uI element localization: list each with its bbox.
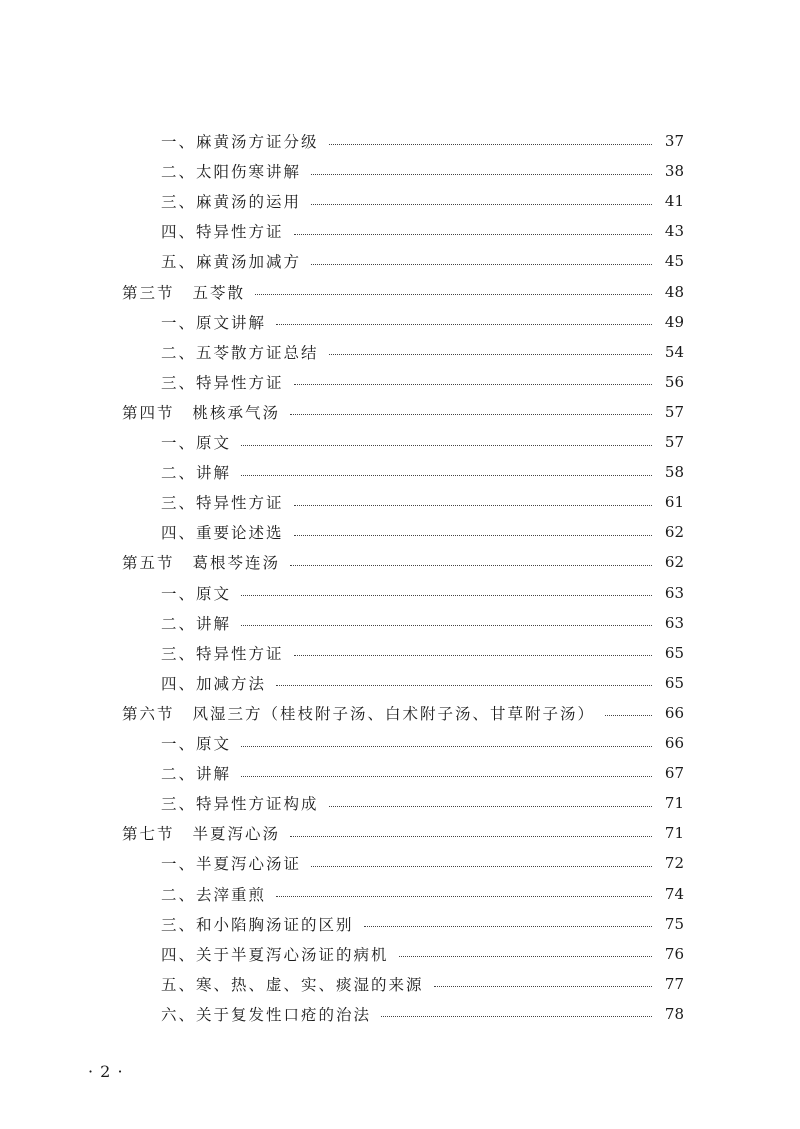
- toc-page-number: 76: [664, 944, 684, 963]
- toc-entry-title: 四、关于半夏泻心汤证的病机: [161, 945, 389, 964]
- dot-leader: [241, 746, 652, 747]
- toc-page-number: 43: [664, 222, 684, 241]
- toc-page-number: 67: [664, 764, 684, 783]
- dot-leader: [290, 414, 652, 415]
- section-title: 桃核承气汤: [192, 403, 281, 422]
- toc-subsection-entry[interactable]: [161, 939, 684, 969]
- section-number: 第四节: [122, 403, 175, 422]
- section-title: 半夏泻心汤: [192, 825, 281, 844]
- toc-page-number: 62: [664, 523, 684, 542]
- toc-page-number: 74: [664, 884, 684, 903]
- toc-page-number: 75: [664, 914, 684, 933]
- section-number: 第七节: [122, 825, 175, 844]
- toc-subsection-entry[interactable]: [161, 246, 684, 276]
- toc-page-number: 38: [664, 162, 684, 181]
- toc-subsection-entry[interactable]: [161, 186, 684, 216]
- toc-entry-title: 二、讲解: [161, 464, 232, 483]
- dot-leader: [311, 204, 652, 205]
- toc-subsection-entry[interactable]: [161, 608, 684, 638]
- toc-subsection-entry[interactable]: [161, 638, 684, 668]
- toc-subsection-entry[interactable]: [161, 216, 684, 246]
- toc-page-number: 71: [664, 794, 684, 813]
- toc-page-number: 57: [664, 402, 684, 421]
- toc-subsection-entry[interactable]: [161, 487, 684, 517]
- toc-entry-title: 一、原文讲解: [161, 313, 267, 332]
- toc-section-entry[interactable]: [122, 698, 684, 728]
- toc-entry-title: 一、麻黄汤方证分级: [161, 133, 319, 151]
- toc-entry-title: 二、太阳伤寒讲解: [161, 163, 302, 182]
- toc-entry-title: [122, 702, 595, 724]
- dot-leader: [381, 1016, 652, 1017]
- toc-subsection-entry[interactable]: [161, 517, 684, 547]
- toc-page-number: 54: [664, 342, 684, 361]
- toc-page-number: 65: [664, 673, 684, 692]
- dot-leader: [294, 655, 652, 656]
- dot-leader: [276, 685, 652, 686]
- dot-leader: [241, 445, 652, 446]
- dot-leader: [311, 866, 652, 867]
- toc-subsection-entry[interactable]: [161, 156, 684, 186]
- dot-leader: [311, 174, 652, 175]
- dot-leader: [255, 294, 652, 295]
- toc-entry-title: 三、特异性方证: [161, 373, 284, 392]
- dot-leader: [241, 475, 652, 476]
- toc-page-number: 41: [664, 192, 684, 211]
- toc-page-number: 66: [664, 703, 684, 722]
- toc-subsection-entry[interactable]: [161, 969, 684, 999]
- toc-page-number: 63: [664, 583, 684, 602]
- dot-leader: [290, 565, 652, 566]
- toc-entry-title: 六、关于复发性口疮的治法: [161, 1005, 372, 1024]
- toc-subsection-entry[interactable]: [161, 457, 684, 487]
- toc-section-entry[interactable]: [122, 277, 684, 307]
- dot-leader: [364, 926, 652, 927]
- toc-subsection-entry[interactable]: [161, 879, 684, 909]
- toc-page-number: 62: [664, 553, 684, 572]
- toc-section-entry[interactable]: [122, 818, 684, 848]
- dot-leader: [294, 384, 652, 385]
- section-number: 第五节: [122, 554, 175, 573]
- toc-page-number: 72: [664, 854, 684, 873]
- toc-entry-title: 二、讲解: [161, 614, 232, 633]
- dot-leader: [241, 595, 652, 596]
- toc-subsection-entry[interactable]: [161, 728, 684, 758]
- toc-subsection-entry[interactable]: [161, 427, 684, 457]
- toc-subsection-entry[interactable]: [161, 367, 684, 397]
- toc-subsection-entry[interactable]: [161, 758, 684, 788]
- toc-entry-title: 二、五苓散方证总结: [161, 343, 319, 362]
- toc-section-entry[interactable]: [122, 547, 684, 577]
- toc-page-number: 48: [664, 282, 684, 301]
- toc-entry-title: 一、原文: [161, 584, 232, 603]
- toc-entry-title: 一、半夏泻心汤证: [161, 855, 302, 874]
- toc-subsection-entry[interactable]: [161, 578, 684, 608]
- toc-page-number: 45: [664, 252, 684, 271]
- dot-leader: [290, 836, 652, 837]
- toc-subsection-entry[interactable]: [161, 788, 684, 818]
- section-title: 葛根芩连汤: [192, 554, 281, 573]
- toc-entry-title: [122, 281, 245, 303]
- toc-entry-title: 四、重要论述选: [161, 524, 284, 543]
- toc-page-number: 63: [664, 613, 684, 632]
- toc-entry-title: 五、寒、热、虚、实、痰湿的来源: [161, 975, 424, 994]
- dot-leader: [399, 956, 652, 957]
- dot-leader: [434, 986, 652, 987]
- dot-leader: [294, 234, 652, 235]
- toc-subsection-entry[interactable]: [161, 999, 684, 1029]
- toc-page-number: 58: [664, 463, 684, 482]
- toc-page-number: 57: [664, 433, 684, 451]
- toc-page-number: 71: [664, 824, 684, 843]
- dot-leader: [276, 324, 652, 325]
- dot-leader: [329, 144, 652, 145]
- dot-leader: [294, 535, 652, 536]
- toc-page-number: 65: [664, 643, 684, 662]
- toc-page-number: 78: [664, 1004, 684, 1023]
- page-number: · 2 ·: [88, 1062, 124, 1081]
- toc-page-number: 66: [664, 734, 684, 752]
- toc-entry-title: 二、去滓重煎: [161, 885, 267, 904]
- toc-page-number: 61: [664, 493, 684, 512]
- toc-entry-title: 三、麻黄汤的运用: [161, 193, 302, 212]
- toc-entry-title: 三、特异性方证构成: [161, 795, 319, 814]
- toc-page-number: 56: [664, 372, 684, 391]
- dot-leader: [605, 715, 652, 716]
- toc-subsection-entry[interactable]: [161, 307, 684, 337]
- toc-entry-title: 一、原文: [161, 434, 232, 452]
- dot-leader: [311, 264, 652, 265]
- toc-entry-title: 三、特异性方证: [161, 644, 284, 663]
- dot-leader: [276, 896, 652, 897]
- toc-subsection-entry[interactable]: [161, 126, 684, 156]
- dot-leader: [329, 806, 652, 807]
- toc-page-number: 77: [664, 974, 684, 993]
- toc-entry-title: [122, 401, 280, 423]
- section-title: 五苓散: [192, 283, 246, 302]
- toc-page-number: 49: [664, 312, 684, 331]
- section-number: 第六节: [122, 704, 175, 723]
- section-number: 第三节: [122, 283, 175, 302]
- toc-entry-title: 三、和小陷胸汤证的区别: [161, 915, 354, 934]
- dot-leader: [329, 354, 652, 355]
- section-title: 风湿三方（桂枝附子汤、白术附子汤、甘草附子汤）: [192, 704, 596, 723]
- dot-leader: [241, 625, 652, 626]
- toc-subsection-entry[interactable]: [161, 848, 684, 878]
- dot-leader: [241, 776, 652, 777]
- toc-entry-title: 一、原文: [161, 735, 232, 753]
- toc-entry-title: 四、加减方法: [161, 674, 267, 693]
- dot-leader: [294, 505, 652, 506]
- toc-entry-title: 二、讲解: [161, 765, 232, 784]
- toc-subsection-entry[interactable]: [161, 909, 684, 939]
- toc-entry-title: 五、麻黄汤加减方: [161, 253, 302, 272]
- toc-entry-title: 三、特异性方证: [161, 494, 284, 513]
- toc-subsection-entry[interactable]: [161, 337, 684, 367]
- toc-page-number: 37: [664, 132, 684, 150]
- toc-subsection-entry[interactable]: [161, 668, 684, 698]
- toc-entry-title: [122, 551, 280, 573]
- toc-entry-title: [122, 822, 280, 844]
- toc-entry-title: 四、特异性方证: [161, 223, 284, 242]
- toc-section-entry[interactable]: [122, 397, 684, 427]
